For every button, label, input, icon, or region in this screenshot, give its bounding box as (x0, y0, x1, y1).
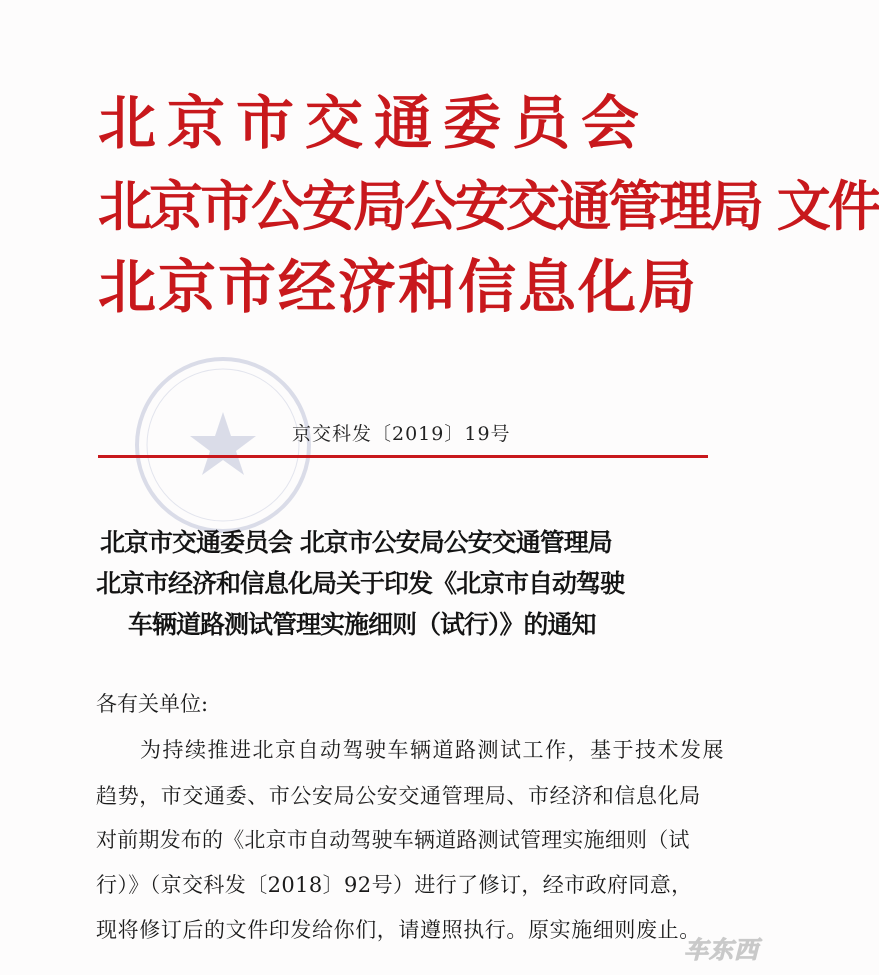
notice-title-line-3: 车辆道路测试管理实施细则（试行）》的通知 (128, 610, 596, 639)
red-divider-line (98, 455, 708, 458)
watermark-logo: 车东西 (684, 936, 759, 964)
official-seal-icon (128, 350, 318, 540)
salutation: 各有关单位: (96, 692, 209, 716)
body-line: 行）》（京交科发〔2018〕92号）进行了修订，经市政府同意， (96, 873, 693, 897)
body-line: 现将修订后的文件印发给你们，请遵照执行。原实施细则废止。 (96, 918, 701, 942)
notice-title-line-2: 北京市经济和信息化局关于印发《北京市自动驾驶 (96, 569, 625, 598)
body-line: 为持续推进北京自动驾驶车辆道路测试工作，基于技术发展 (140, 738, 725, 762)
document-number: 京交科发〔2019〕19号 (292, 423, 511, 445)
body-line: 趋势，市交通委、市公安局公安交通管理局、市经济和信息化局 (96, 784, 701, 808)
header-title-line-3: 北京市经济和信息化局 (98, 253, 699, 321)
header-title-line-1: 北京市交通委员会 (98, 89, 651, 157)
notice-title-line-1: 北京市交通委员会 北京市公安局公安交通管理局 (100, 528, 612, 557)
header-title-line-2: 北京市公安局公安交通管理局 文件 (98, 175, 879, 238)
body-line: 对前期发布的《北京市自动驾驶车辆道路测试管理实施细则（试 (96, 828, 690, 852)
